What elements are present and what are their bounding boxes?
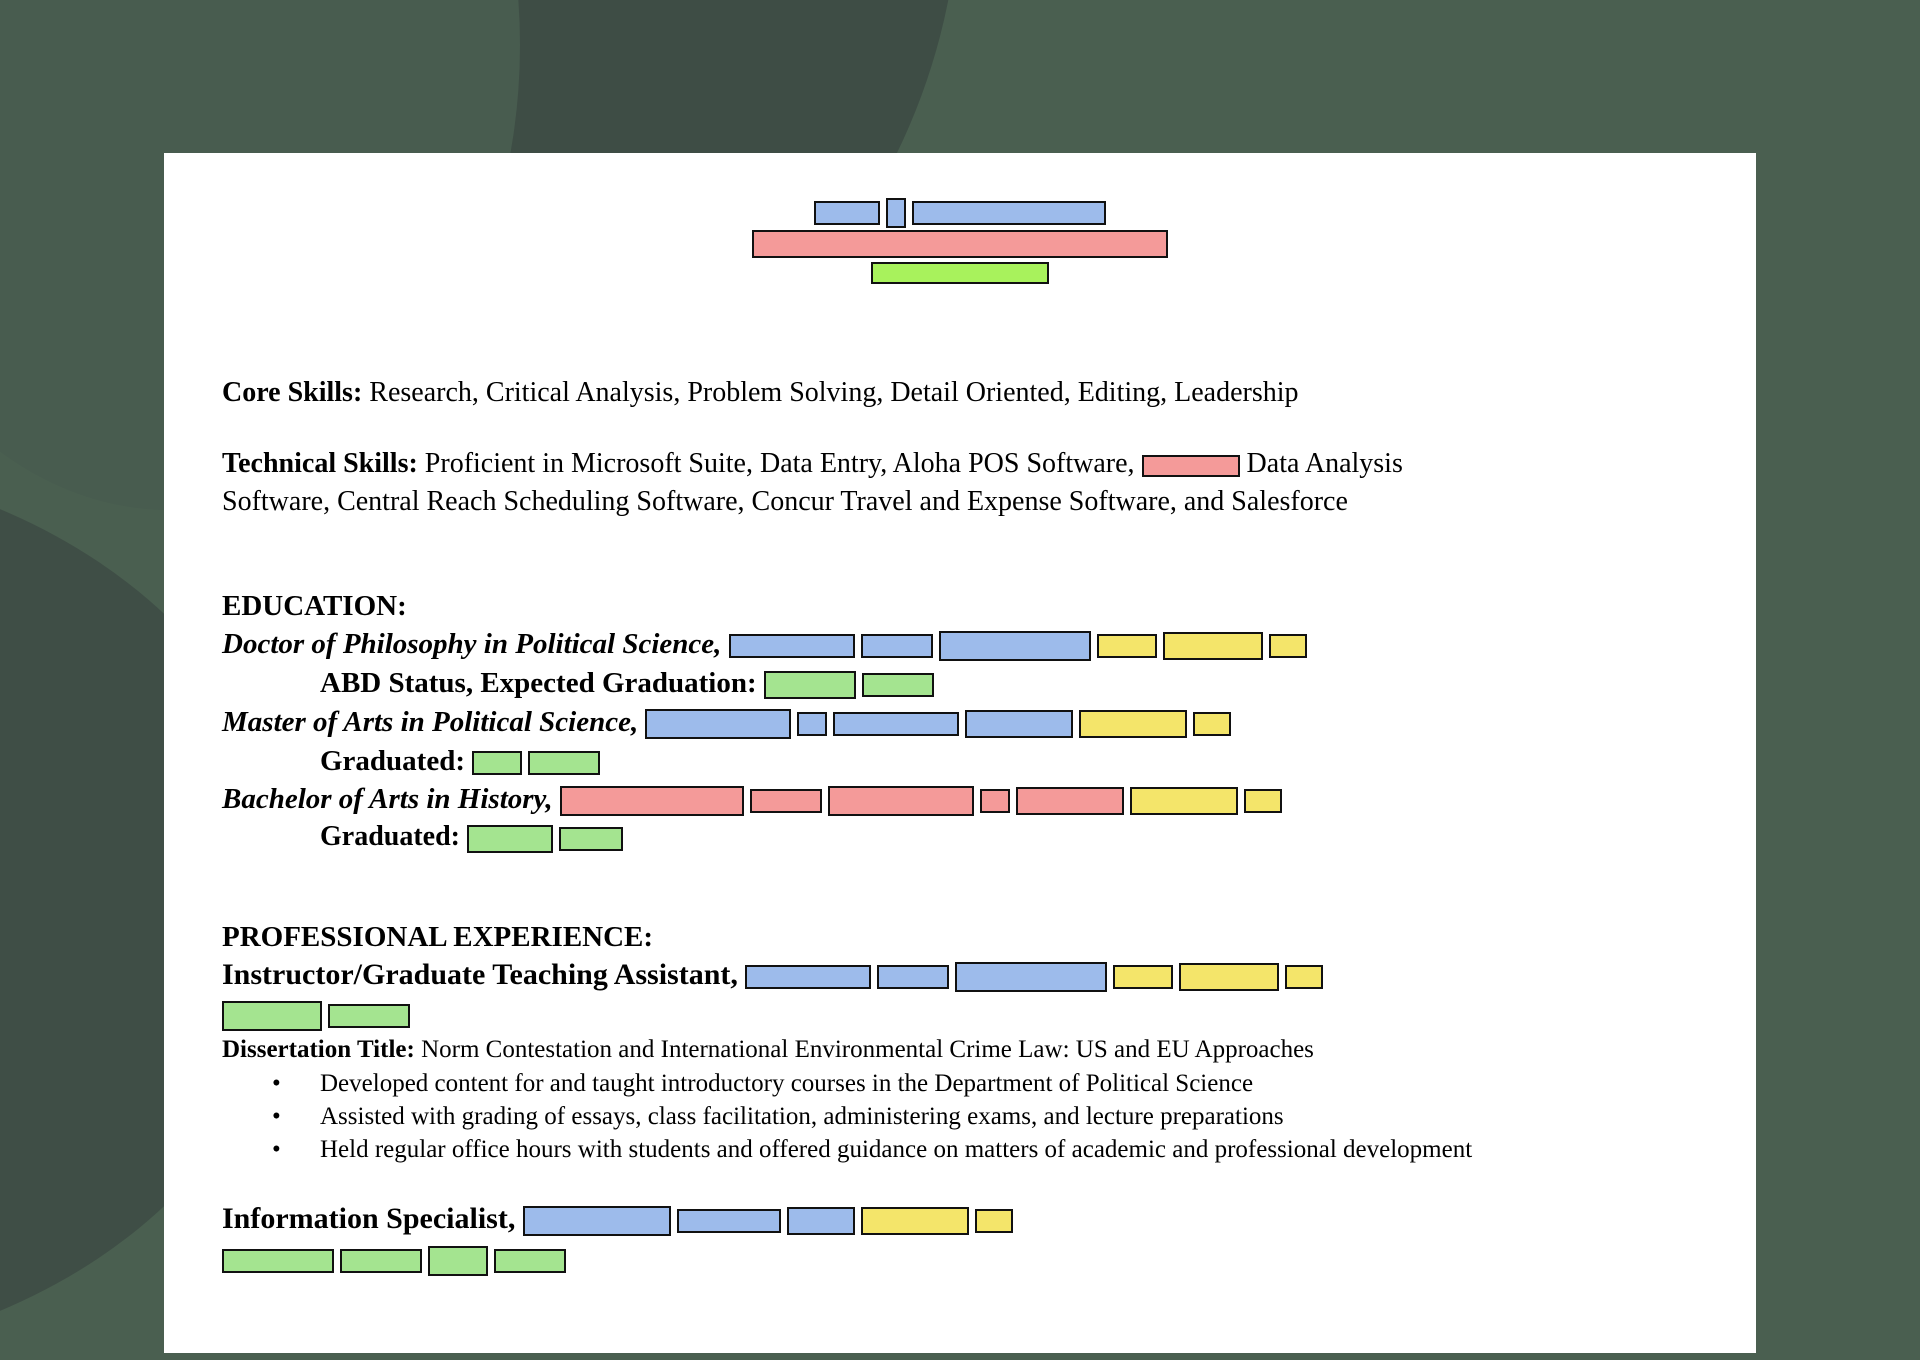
- redacted-block: [980, 789, 1010, 813]
- redacted-block: [467, 825, 553, 853]
- redacted-block: [729, 634, 855, 658]
- redacted-block: [787, 1207, 855, 1235]
- degree-phd: [222, 625, 1313, 663]
- redacted-block: [560, 786, 744, 816]
- redacted-block: [975, 1209, 1013, 1233]
- redacted-block: [1244, 789, 1282, 813]
- redacted-block: [814, 201, 880, 225]
- redacted-block: [677, 1209, 781, 1233]
- bullet-symbol: •: [272, 1136, 281, 1163]
- redacted-block: [764, 671, 856, 699]
- redacted-block: [833, 712, 959, 736]
- redacted-block: [939, 631, 1091, 661]
- technical-skills-text: Data Analysis: [1239, 448, 1403, 479]
- technical-skills-label: Technical Skills:: [222, 448, 418, 479]
- core-skills-label: Core Skills:: [222, 377, 363, 408]
- degree-title: Doctor of Philosophy in Political Science,: [222, 628, 722, 660]
- dissertation-title: [222, 1033, 1314, 1067]
- redacted-block: [1269, 634, 1307, 658]
- degree-status: Graduated:: [320, 745, 465, 777]
- redacted-block: [1285, 965, 1323, 989]
- redacted-block: [1097, 634, 1157, 658]
- redacted-block: [340, 1249, 422, 1273]
- redacted-block: [559, 827, 623, 851]
- redacted-block: [877, 965, 949, 989]
- degree-ba: [222, 780, 1288, 818]
- redacted-block: [528, 751, 600, 775]
- list-item-text: Developed content for and taught introductory courses in the Department of Political Science: [320, 1070, 1254, 1097]
- dissertation-text: Norm Contestation and International Environmental Crime Law: US and EU Approaches: [414, 1036, 1314, 1063]
- job-instructor: [222, 956, 1329, 994]
- degree-phd-status: [222, 664, 940, 702]
- redacted-block: [886, 198, 906, 228]
- job-title: Instructor/Graduate Teaching Assistant,: [222, 958, 738, 991]
- redacted-block: [1163, 632, 1263, 660]
- redacted-block: [428, 1246, 488, 1276]
- redacted-block: [1130, 787, 1238, 815]
- experience-heading: PROFESSIONAL EXPERIENCE:: [222, 921, 654, 953]
- redacted-block: [861, 1207, 969, 1235]
- redacted-block: [1113, 965, 1173, 989]
- degree-status: ABD Status, Expected Graduation:: [320, 667, 757, 699]
- redacted-block: [1193, 712, 1231, 736]
- redacted-block: [222, 1249, 334, 1273]
- redacted-block: [871, 262, 1049, 284]
- education-heading: EDUCATION:: [222, 590, 407, 622]
- job-title: Information Specialist,: [222, 1202, 516, 1235]
- list-item: [272, 1133, 1472, 1167]
- degree-title: Master of Arts in Political Science,: [222, 706, 639, 738]
- redacted-block: [645, 709, 791, 739]
- redacted-block: [965, 710, 1073, 738]
- redacted-block: [222, 1001, 322, 1031]
- list-item: [272, 1067, 1253, 1101]
- redacted-block: [828, 786, 974, 816]
- job-information-specialist: [222, 1200, 1019, 1238]
- technical-skills-text: Proficient in Microsoft Suite, Data Entry, Aloha POS Software,: [417, 448, 1142, 479]
- degree-ba-status: [222, 818, 629, 856]
- redacted-block: [472, 751, 522, 775]
- list-item-text: Assisted with grading of essays, class facilitation, administering exams, and lecture preparations: [320, 1103, 1284, 1130]
- redacted-block: [494, 1249, 566, 1273]
- resume-header: [164, 198, 1756, 294]
- job-instructor-dates: [222, 995, 416, 1033]
- redacted-block: [1179, 963, 1279, 991]
- redacted-block: [861, 634, 933, 658]
- bullet-symbol: •: [272, 1103, 281, 1130]
- redacted-block: [862, 673, 934, 697]
- dissertation-label: Dissertation Title:: [222, 1036, 415, 1063]
- redacted-block: [745, 965, 871, 989]
- degree-title: Bachelor of Arts in History,: [222, 783, 553, 815]
- redacted-block: [955, 962, 1107, 992]
- redacted-contact: [164, 262, 1756, 288]
- redacted-block: [797, 712, 827, 736]
- bullet-symbol: •: [272, 1070, 281, 1097]
- redacted-address: [164, 230, 1756, 256]
- degree-ma-status: [222, 742, 606, 780]
- resume-page: [164, 153, 1756, 1353]
- degree-status: Graduated:: [320, 821, 460, 852]
- degree-ma: [222, 703, 1237, 741]
- redacted-block: [1079, 710, 1187, 738]
- core-skills-text: Research, Critical Analysis, Problem Solving, Detail Oriented, Editing, Leadership: [362, 377, 1299, 408]
- core-skills: [222, 374, 1299, 412]
- list-item: [272, 1100, 1284, 1134]
- list-item-text: Held regular office hours with students and offered guidance on matters of academic and professional development: [320, 1136, 1473, 1163]
- redacted-block: [912, 201, 1106, 225]
- redacted-block: [1016, 787, 1124, 815]
- redacted-block: [1142, 455, 1240, 477]
- technical-skills-continued: Software, Central Reach Scheduling Software, Concur Travel and Expense Software, and Salesforce: [222, 486, 1348, 517]
- redacted-block: [328, 1004, 410, 1028]
- redacted-name: [164, 198, 1756, 224]
- redacted-block: [752, 230, 1168, 258]
- redacted-block: [750, 789, 822, 813]
- job-information-specialist-dates: [222, 1240, 572, 1278]
- redacted-block: [523, 1206, 671, 1236]
- technical-skills: [222, 445, 1403, 483]
